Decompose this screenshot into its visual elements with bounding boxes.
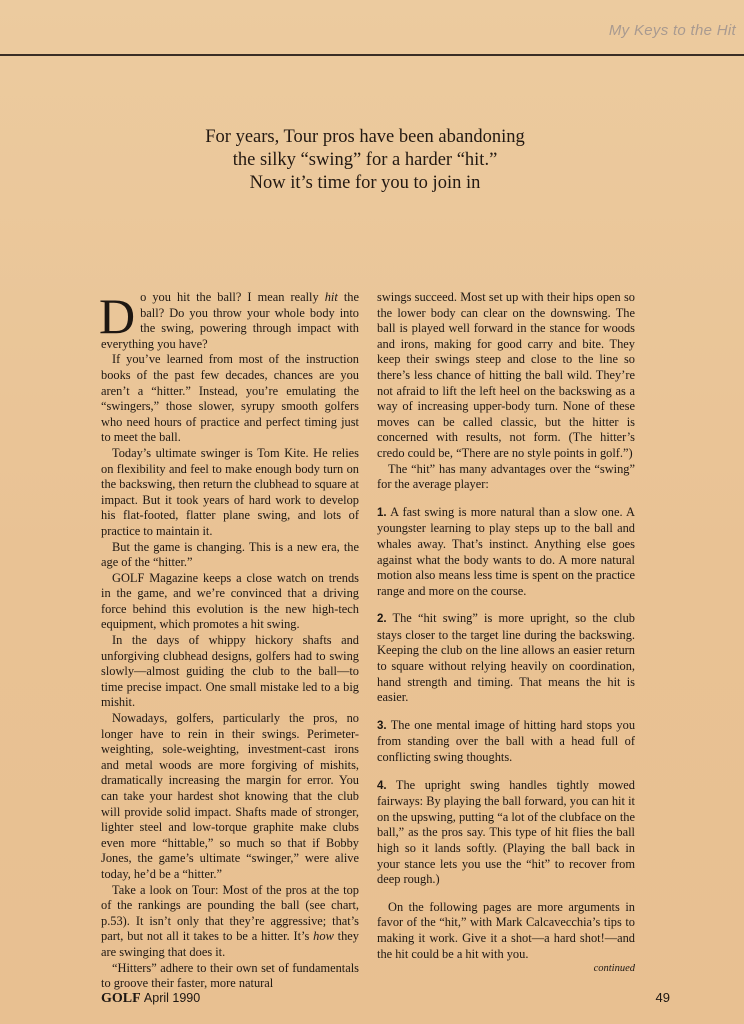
running-head: My Keys to the Hit <box>608 22 736 39</box>
page-number: 49 <box>655 990 670 1005</box>
numbered-item-1: 1. A fast swing is more natural than a slow one. A youngster learning to play steps up to the ball and whales away. That’s instinct. Anything else goes against what the body wants to do. A more natural motion also means less time is spent on the practice range and more on the course. <box>377 504 635 598</box>
paragraph-intro: Do you hit the ball? I mean really hit the ball? Do you throw your whole body into the swing, powering through impact with everything you have? <box>99 288 359 351</box>
paragraph-closing: On the following pages are more arguments in favor of the “hit,” with Mark Calcavecchia’s tips to making it work. Give it a shot—a hard shot!—and the hit could be a hit with you. <box>377 899 635 961</box>
top-rule <box>0 54 744 56</box>
paragraph: In the days of whippy hickory shafts and unforgiving clubhead designs, golfers had to swing slowly—almost guiding the club to the ball—to time precise impact. One small mistake led to a big mishit. <box>101 633 359 710</box>
numbered-item-3: 3. The one mental image of hitting hard stops you from standing over the ball with a head full of conflicting swing thoughts. <box>377 717 636 765</box>
paragraph: Today’s ultimate swinger is Tom Kite. He relies on flexibility and feel to make enough body turn on the backswing, then return the clubhead to square at impact. But it took years of hard work to develop his flat-footed, flatter plane swing, and lots of practice to maintain it. <box>101 445 359 538</box>
deck-line-2: the silky “swing” for a harder “hit.” <box>232 150 498 170</box>
deck-subtitle <box>150 126 580 195</box>
article-column-right <box>377 290 635 975</box>
deck-line-1: For years, Tour pros have been abandoning <box>205 127 525 147</box>
paragraph: GOLF Magazine keeps a close watch on trends in the game, and we’re convinced that a driving force behind this evolution is the new high-tech equipment, which promotes a hit swing. <box>101 570 359 632</box>
continued-label: continued <box>593 963 635 975</box>
numbered-item-4: 4. The upright swing handles tightly mowed fairways: By playing the ball forward, you can hit it on the upswing, putting “a lot of the clubface on the ball,” as the pros say. This type of hit flies the ball high so it lands softly. (Playing the ball back in your stance lets you use the “hit” to recover from deep rough.) <box>377 777 635 887</box>
article-column-left <box>101 290 359 992</box>
paragraph: Nowadays, golfers, particularly the pros, no longer have to rein in their swings. Perimeter-weighting, sole-weighting, investment-cast irons and metal woods are more forgiving of mishits, dramatically increasing the margin for error. You can take your hardest shot knowing that the club will provide solid impact. Shafts made of stronger, lighter steel and low-torque graphite make clubs even more “hittable,” so much so that if Bobby Jones, the game’s ultimate “swinger,” were alive today, he’d be a “hitter.” <box>101 711 359 881</box>
numbered-item-2: 2. The “hit swing” is more upright, so the club stays closer to the target line during the backswing. Keeping the club on the line allows an easier return to square without relying heavily on coordination, hand strength and timing. That means the hit is easier. <box>377 611 635 705</box>
drop-cap: D <box>99 288 136 344</box>
paragraph: If you’ve learned from most of the instruction books of the past few decades, chances are you aren’t a “hitter.” Instead, you’re emulating the “swingers,” those slower, syrupy smooth golfers who need hours of practice and perfect timing just to meet the ball. <box>101 352 359 445</box>
issue-date: April 1990 <box>143 991 201 1005</box>
paragraph: The “hit” has many advantages over the “swing” for the average player: <box>377 461 635 492</box>
paragraph: But the game is changing. This is a new era, the age of the “hitter.” <box>101 539 359 570</box>
paragraph: swings succeed. Most set up with their hips open so the lower body can clear on the downswing. The ball is played well forward in the stance for woods and irons, making for good carry and bite. They keep their swings steep and close to the line so there’s less chance of hitting the ball wild. They’re not afraid to lift the left heel on the backswing as a way of increasing upper-body turn. None of these moves can be called classic, but the hitter is concerned with results, not form. (The hitter’s credo could be, “There are no style points in golf.”) <box>377 290 635 460</box>
paragraph: Take a look on Tour: Most of the pros at the top of the rankings are pounding the ball (see chart, p.53). It isn’t only that they’re aggressive; that’s part, but not all it takes to be a hitter. It’s how they are swinging that does it. <box>101 882 359 959</box>
deck-line-3: Now it’s time for you to join in <box>249 173 481 193</box>
footer-folio <box>101 990 200 1007</box>
paragraph: “Hitters” adhere to their own set of fundamentals to groove their faster, more natural <box>101 960 359 991</box>
magazine-name: GOLF <box>101 991 141 1006</box>
